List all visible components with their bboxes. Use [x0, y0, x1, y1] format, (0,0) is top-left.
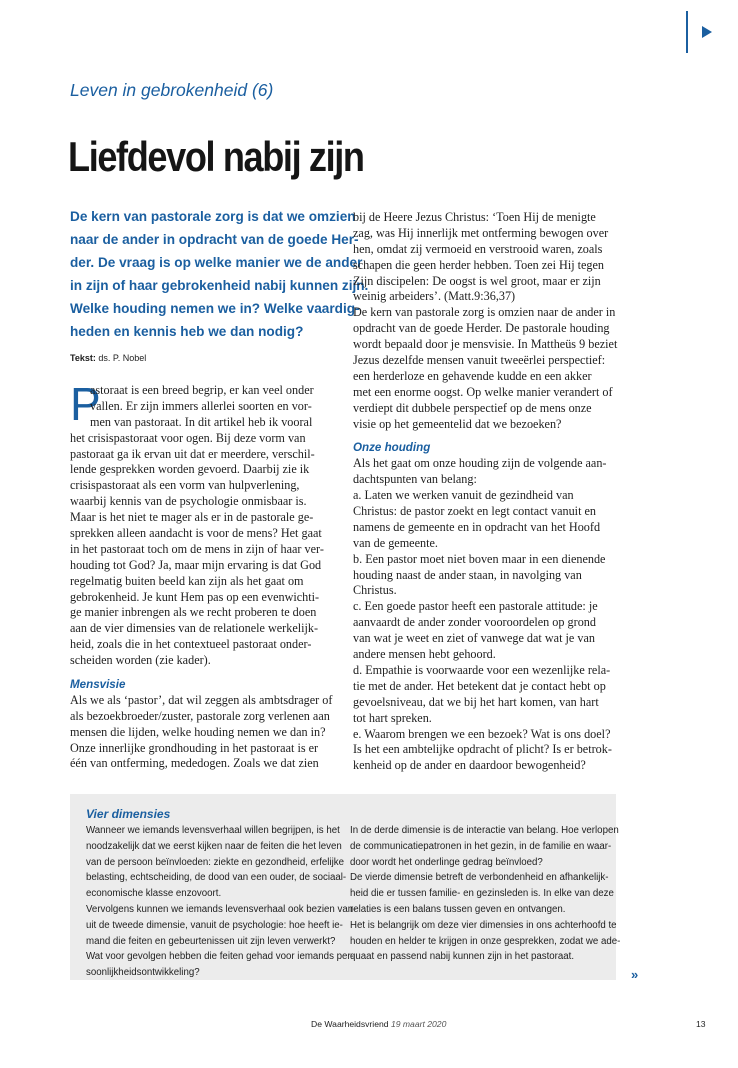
text-line: wordt bepaald door je mensvisie. In Mattheüs 9 beziet	[353, 337, 618, 352]
box-line: uit de tweede dimensie, vanuit de psychologie: hoe heeft ie-	[86, 919, 343, 931]
subhead-mensvisie: Mensvisie	[70, 678, 126, 692]
text-line: b. Een pastor moet niet boven maar in een dienende	[353, 551, 606, 566]
text-line: c. Een goede pastor heeft een pastorale attitude: je	[353, 599, 598, 614]
continue-marker-icon: »	[631, 967, 639, 982]
article-title: Liefdevol nabij zijn	[68, 133, 364, 180]
text-line: tot hart spreken.	[353, 710, 432, 725]
corner-rule	[686, 11, 688, 53]
text-line: weinig arbeiders’. (Matt.9:36,37)	[353, 289, 516, 304]
text-line: aanvaardt de ander zonder vooroordelen op grond	[353, 615, 596, 630]
byline-author: ds. P. Nobel	[98, 353, 147, 363]
text-line: andere mensen hebt gehoord.	[353, 647, 496, 662]
text-line: heid, zoals die in het contextueel pastoraat onder-	[70, 637, 312, 652]
paragraph-gap	[70, 669, 336, 677]
text-line: Als we als ‘pastor’, dat wil zeggen als ambtsdrager of	[70, 692, 333, 707]
lead-line: der. De vraag is op welke manier we de ander	[70, 255, 363, 270]
lead-line: Welke houding nemen we in? Welke vaardig-	[70, 301, 360, 316]
box-line: heid die er tussen familie- en gezinsleden is. In elke van deze	[350, 888, 614, 900]
text-line: De kern van pastorale zorg is omzien naar de ander in	[353, 305, 616, 320]
text-line: tie met de ander. Het betekent dat je contact hebt op	[353, 678, 606, 693]
series-title: Leven in gebrokenheid (6)	[70, 80, 274, 100]
text-line: gevoelsniveau, dat we bij het hart komen, van hart	[353, 694, 599, 709]
text-line: Christus: de pastor zoekt en legt contact vanuit en	[353, 504, 597, 519]
text-line: als bezoekbroeder/zuster, pastorale zorg verlenen aan	[70, 708, 330, 723]
text-line: in het pastoraat toch om de mens in zijn of haar ver-	[70, 541, 324, 556]
box-line: mand die feiten en gebeurtenissen uit zijn leven verwerkt?	[86, 935, 336, 947]
text-line: pastoraat ga ik ervan uit dat er meerdere, verschil-	[70, 446, 315, 461]
lead-line: naar de ander in opdracht van de goede Her-	[70, 232, 359, 247]
text-line: van de gemeente.	[353, 535, 438, 550]
next-page-arrow-icon	[702, 26, 712, 38]
lead-paragraph	[70, 205, 369, 343]
text-line: dachtspunten van belang:	[353, 472, 477, 487]
text-line: waarbij kennis van de psychologie onmisbaar is.	[70, 494, 307, 509]
text-line: Als het gaat om onze houding zijn de volgende aan-	[353, 456, 607, 471]
text-line: d. Empathie is voorwaarde voor een wezenlijke rela-	[353, 662, 611, 677]
text-line: verdiept dit dubbele perspectief op de mens onze	[353, 400, 592, 415]
text-line: Jezus dezelfde mensen vanuit tweeërlei perspectief:	[353, 353, 606, 368]
text-line: kenheid op de ander en daardoor bewogenheid?	[353, 758, 586, 773]
box-line: De vierde dimensie betreft de verbondenheid en afhankelijk-	[350, 872, 609, 884]
text-line: van wat je weet en ziet of vanwege dat wat je van	[353, 631, 595, 646]
text-line: visie op het gemeentelid dat we bezoeken?	[353, 416, 562, 431]
text-line: mensen die lijden, welke houding nemen we dan in?	[70, 724, 326, 739]
text-line: aan de vier dimensies van de relationele werkelijk-	[70, 621, 319, 636]
box-left-column	[86, 823, 356, 981]
box-line: soonlijkheidsontwikkeling?	[86, 967, 200, 979]
box-line: de communicatiepatronen in het gezin, in de familie en waar-	[350, 840, 612, 852]
text-line: Is het een ambtelijke opdracht of plicht? Is er betrok-	[353, 742, 612, 757]
text-line: Onze innerlijke grondhouding in het pastoraat is er	[70, 740, 319, 755]
text-line: houding naast de ander staan, in navolging van	[353, 567, 582, 582]
text-line: zag, was Hij innerlijk met ontferming bewogen over	[353, 225, 609, 240]
footer-publication	[311, 1019, 446, 1029]
text-line: sprekken alleen aandacht is voor de mens? Het gaat	[70, 526, 322, 541]
box-line: houden en helder te krijgen in onze gesprekken, zodat we ade-	[350, 935, 621, 947]
text-line: één van ontferming, mededogen. Zoals we dat zien	[70, 756, 319, 771]
text-line: hen, omdat zij vermoeid en verstrooid waren, zoals	[353, 241, 603, 256]
text-line: Christus.	[353, 583, 397, 598]
box-line: van de persoon beïnvloeden: ziekte en gezondheid, erfelijke	[86, 856, 344, 868]
box-line: quaat en passend nabij kunnen zijn in het pastoraat.	[350, 951, 575, 963]
publication-date: 19 maart 2020	[390, 1019, 447, 1029]
byline	[70, 353, 146, 363]
box-line: door wordt het onderlinge gedrag beïnvloed?	[350, 856, 543, 868]
box-line: belasting, echtscheiding, de dood van een ouder, de sociaal-	[86, 872, 347, 884]
subhead-onze-houding: Onze houding	[353, 441, 431, 455]
box-line: noodzakelijk dat we eerst kijken naar de feiten die het leven	[86, 840, 342, 852]
text-line: een herderloze en gehavende kudde en een akker	[353, 368, 592, 383]
box-title: Vier dimensies	[86, 807, 171, 821]
text-line: astoraat is een breed begrip, er kan veel onder	[90, 383, 314, 397]
text-line: houding tot God? Ja, maar mijn ervaring is dat God	[70, 557, 322, 572]
text-line: vallen. Er zijn immers allerlei soorten en vor-	[90, 398, 312, 413]
text-line: namens de gemeente en in opdracht van het Hoofd	[353, 519, 601, 534]
text-line: met een enorme oogst. Op welke manier verandert of	[353, 384, 613, 399]
box-line: Het is belangrijk om deze vier dimensies in ons achterhoofd te	[350, 919, 617, 931]
text-line: gebrokenheid. Je kunt Hem pas op een evenwichti-	[70, 589, 320, 604]
text-line: e. Waarom brengen we een bezoek? Wat is ons doel?	[353, 726, 611, 741]
text-line: Zijn discipelen: De oogst is wel groot, maar er zijn	[353, 273, 601, 288]
page-number: 13	[696, 1019, 706, 1029]
lead-line: in zijn of haar gebrokenheid nabij kunnen zijn.	[70, 278, 369, 293]
box-line: Vervolgens kunnen we iemands levensverhaal ook bezien van-	[86, 903, 357, 915]
left-column	[70, 378, 336, 772]
text-line: ge manier inbrengen als we recht proberen te doen	[70, 605, 317, 620]
box-right-column	[350, 823, 620, 965]
text-line: regelmatig buiten beeld kan zijn als het gaat om	[70, 573, 304, 588]
text-line: men van pastoraat. In dit artikel heb ik vooral	[90, 414, 313, 429]
box-line: economische klasse enzovoort.	[86, 888, 222, 900]
text-line: a. Laten we werken vanuit de gezindheid van	[353, 488, 574, 503]
lead-line: heden en kennis heb we dan nodig?	[70, 324, 304, 339]
box-line: Wat voor gevolgen hebben die feiten gehad voor iemands per-	[86, 951, 354, 963]
text-line: bij de Heere Jezus Christus: ‘Toen Hij de menigte	[353, 210, 596, 224]
right-column	[353, 210, 621, 774]
text-line: scheiden worden (zie kader).	[70, 653, 211, 668]
text-line: het crisispastoraat voor ogen. Bij deze vorm van	[70, 430, 306, 445]
text-line: crisispastoraat als een vorm van hulpverlening,	[70, 478, 300, 493]
text-line: lende gesprekken worden gevoerd. Daarbij zie ik	[70, 462, 310, 477]
box-line: In de derde dimensie is de interactie van belang. Hoe verlopen	[350, 825, 619, 836]
lead-line: De kern van pastorale zorg is dat we omzien	[70, 209, 356, 224]
text-line: opdracht van de goede Herder. De pastorale houding	[353, 321, 610, 336]
paragraph-gap	[353, 432, 621, 440]
drop-cap: P	[70, 378, 101, 430]
box-line: Wanneer we iemands levensverhaal willen begrijpen, is het	[86, 825, 340, 836]
text-line: Maar is het niet te mager als er in de pastorale ge-	[70, 510, 314, 525]
publication-name: De Waarheidsvriend	[311, 1019, 389, 1029]
byline-label: Tekst:	[70, 353, 96, 363]
text-line: schapen die geen herder hebben. Toen zei Hij tegen	[353, 257, 605, 272]
box-line: relaties is een balans tussen geven en ontvangen.	[350, 903, 566, 915]
